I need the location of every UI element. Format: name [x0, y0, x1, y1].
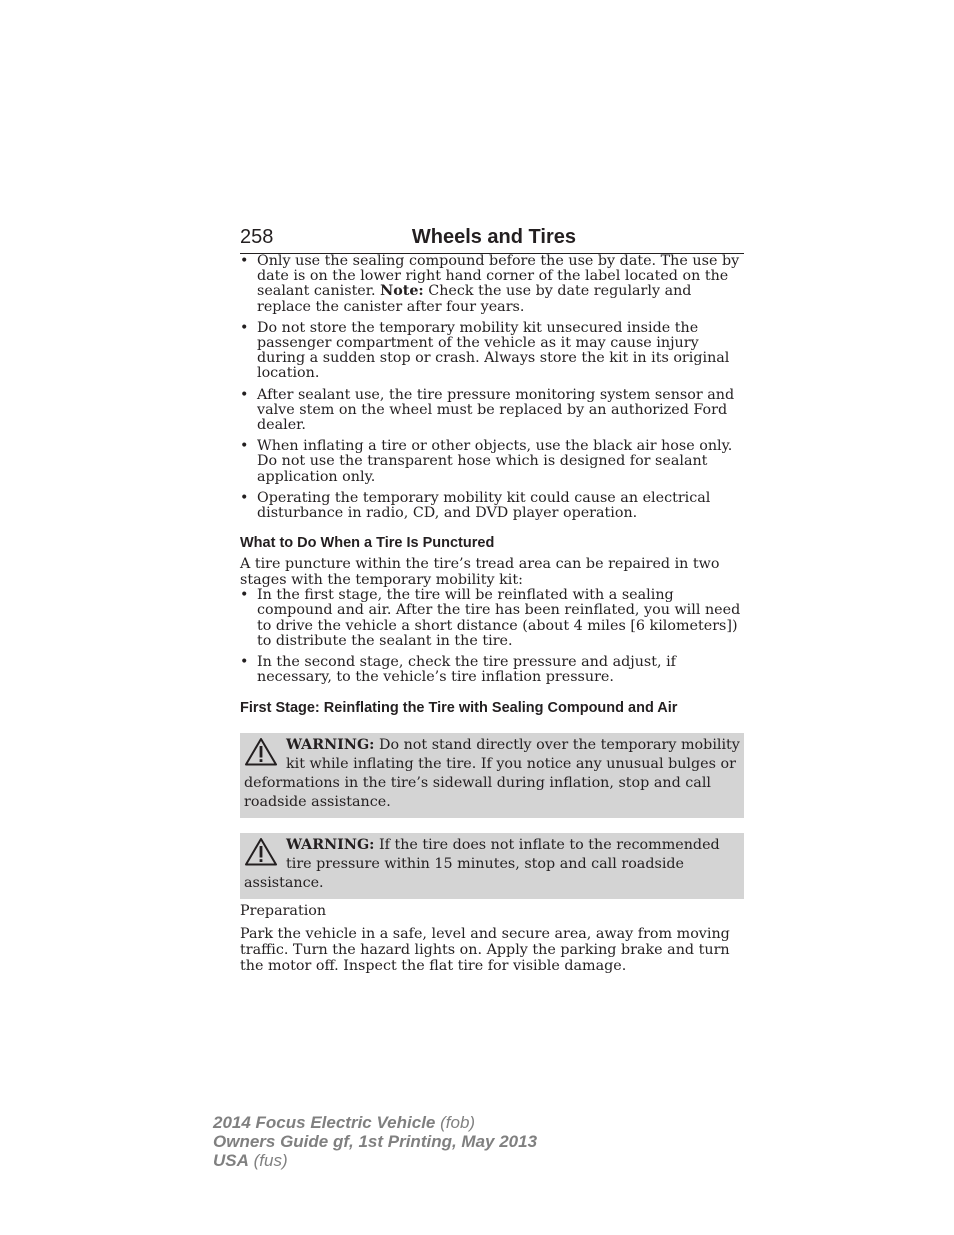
footer-printing: Owners Guide gf, 1st Printing, May 2013: [213, 1132, 538, 1151]
stages-list: [240, 588, 744, 685]
list-item: [240, 388, 744, 434]
note-label: Note:: [380, 283, 424, 300]
chapter-title: Wheels and Tires: [411, 226, 576, 248]
warning-triangle-icon: [244, 737, 278, 767]
warning-box: [240, 833, 744, 899]
footer-code: (fob): [435, 1113, 476, 1132]
list-item-text: Operating the temporary mobility kit could cause an electrical disturbance in radio, CD, and DVD player operation.: [257, 489, 711, 522]
footer-vehicle: 2014 Focus Electric Vehicle: [213, 1113, 436, 1132]
warning-text: If the tire does not inflate to the recommended tire pressure within 15 minutes, stop and call roadside assistance.: [244, 837, 720, 892]
list-item-text: In the second stage, check the tire pressure and adjust, if necessary, to the vehicle’s tire inflation pressure.: [257, 654, 676, 686]
list-item: [240, 439, 744, 485]
list-item: [240, 254, 744, 315]
list-item: [240, 655, 744, 685]
list-item-text: When inflating a tire or other objects, use the black air hose only. Do not use the transparent hose which is designed for sealant application only.: [257, 438, 733, 485]
warning-text: Do not stand directly over the temporary mobility kit while inflating the tire. If you notice any unusual bulges or deformations in the tire’s sidewall during inflation, stop and call roadside assistance.: [244, 737, 740, 811]
list-item-text: Do not store the temporary mobility kit unsecured inside the passenger compartment of the vehicle as it may cause injury during a sudden stop or crash. Always store the kit in its original location.: [257, 319, 730, 382]
section-heading-first-stage: First Stage: Reinflating the Tire with Sealing Compound and Air: [240, 700, 678, 717]
warning-label: WARNING:: [286, 837, 375, 854]
page-footer: [213, 1113, 537, 1170]
footer-code: (fus): [248, 1151, 288, 1170]
preparation-text: Park the vehicle in a safe, level and secure area, away from moving traffic. Turn the hazard lights on. Apply the parking brake and turn the motor off. Inspect the flat tire for visible damage.: [240, 926, 730, 975]
footer-line: [213, 1132, 537, 1151]
punctured-intro: A tire puncture within the tire’s tread area can be repaired in two stages with the temporary mobility kit:: [240, 556, 720, 589]
warning-box: [240, 733, 744, 818]
list-item: [240, 588, 744, 649]
preparation-label: Preparation: [240, 903, 327, 920]
section-heading-punctured: What to Do When a Tire Is Punctured: [240, 535, 495, 552]
list-item: [240, 321, 744, 382]
list-item-text: Check the use by date regularly and replace the canister after four years.: [257, 283, 692, 315]
warning-triangle-icon: [244, 837, 278, 867]
page-content: [240, 226, 744, 974]
list-item-text: Only use the sealing compound before the use by date. The use by date is on the lower right hand corner of the label located on the sealant canister.: [257, 253, 740, 300]
page-number: 258: [240, 226, 274, 248]
warning-label: WARNING:: [286, 737, 375, 754]
page-header: [240, 226, 744, 254]
footer-market: USA: [213, 1151, 249, 1170]
list-item: [240, 491, 744, 521]
footer-line: [213, 1151, 537, 1170]
list-item-text: After sealant use, the tire pressure monitoring system sensor and valve stem on the wheel must be replaced by an authorized Ford dealer.: [257, 386, 735, 434]
footer-line: [213, 1113, 537, 1132]
precautions-list: [240, 254, 744, 521]
list-item-text: In the first stage, the tire will be reinflated with a sealing compound and air. After the tire has been reinflated, you will need to drive the vehicle a short distance (about 4 miles [6 kilometers]) to distribute the sealant in the tire.: [257, 587, 741, 649]
